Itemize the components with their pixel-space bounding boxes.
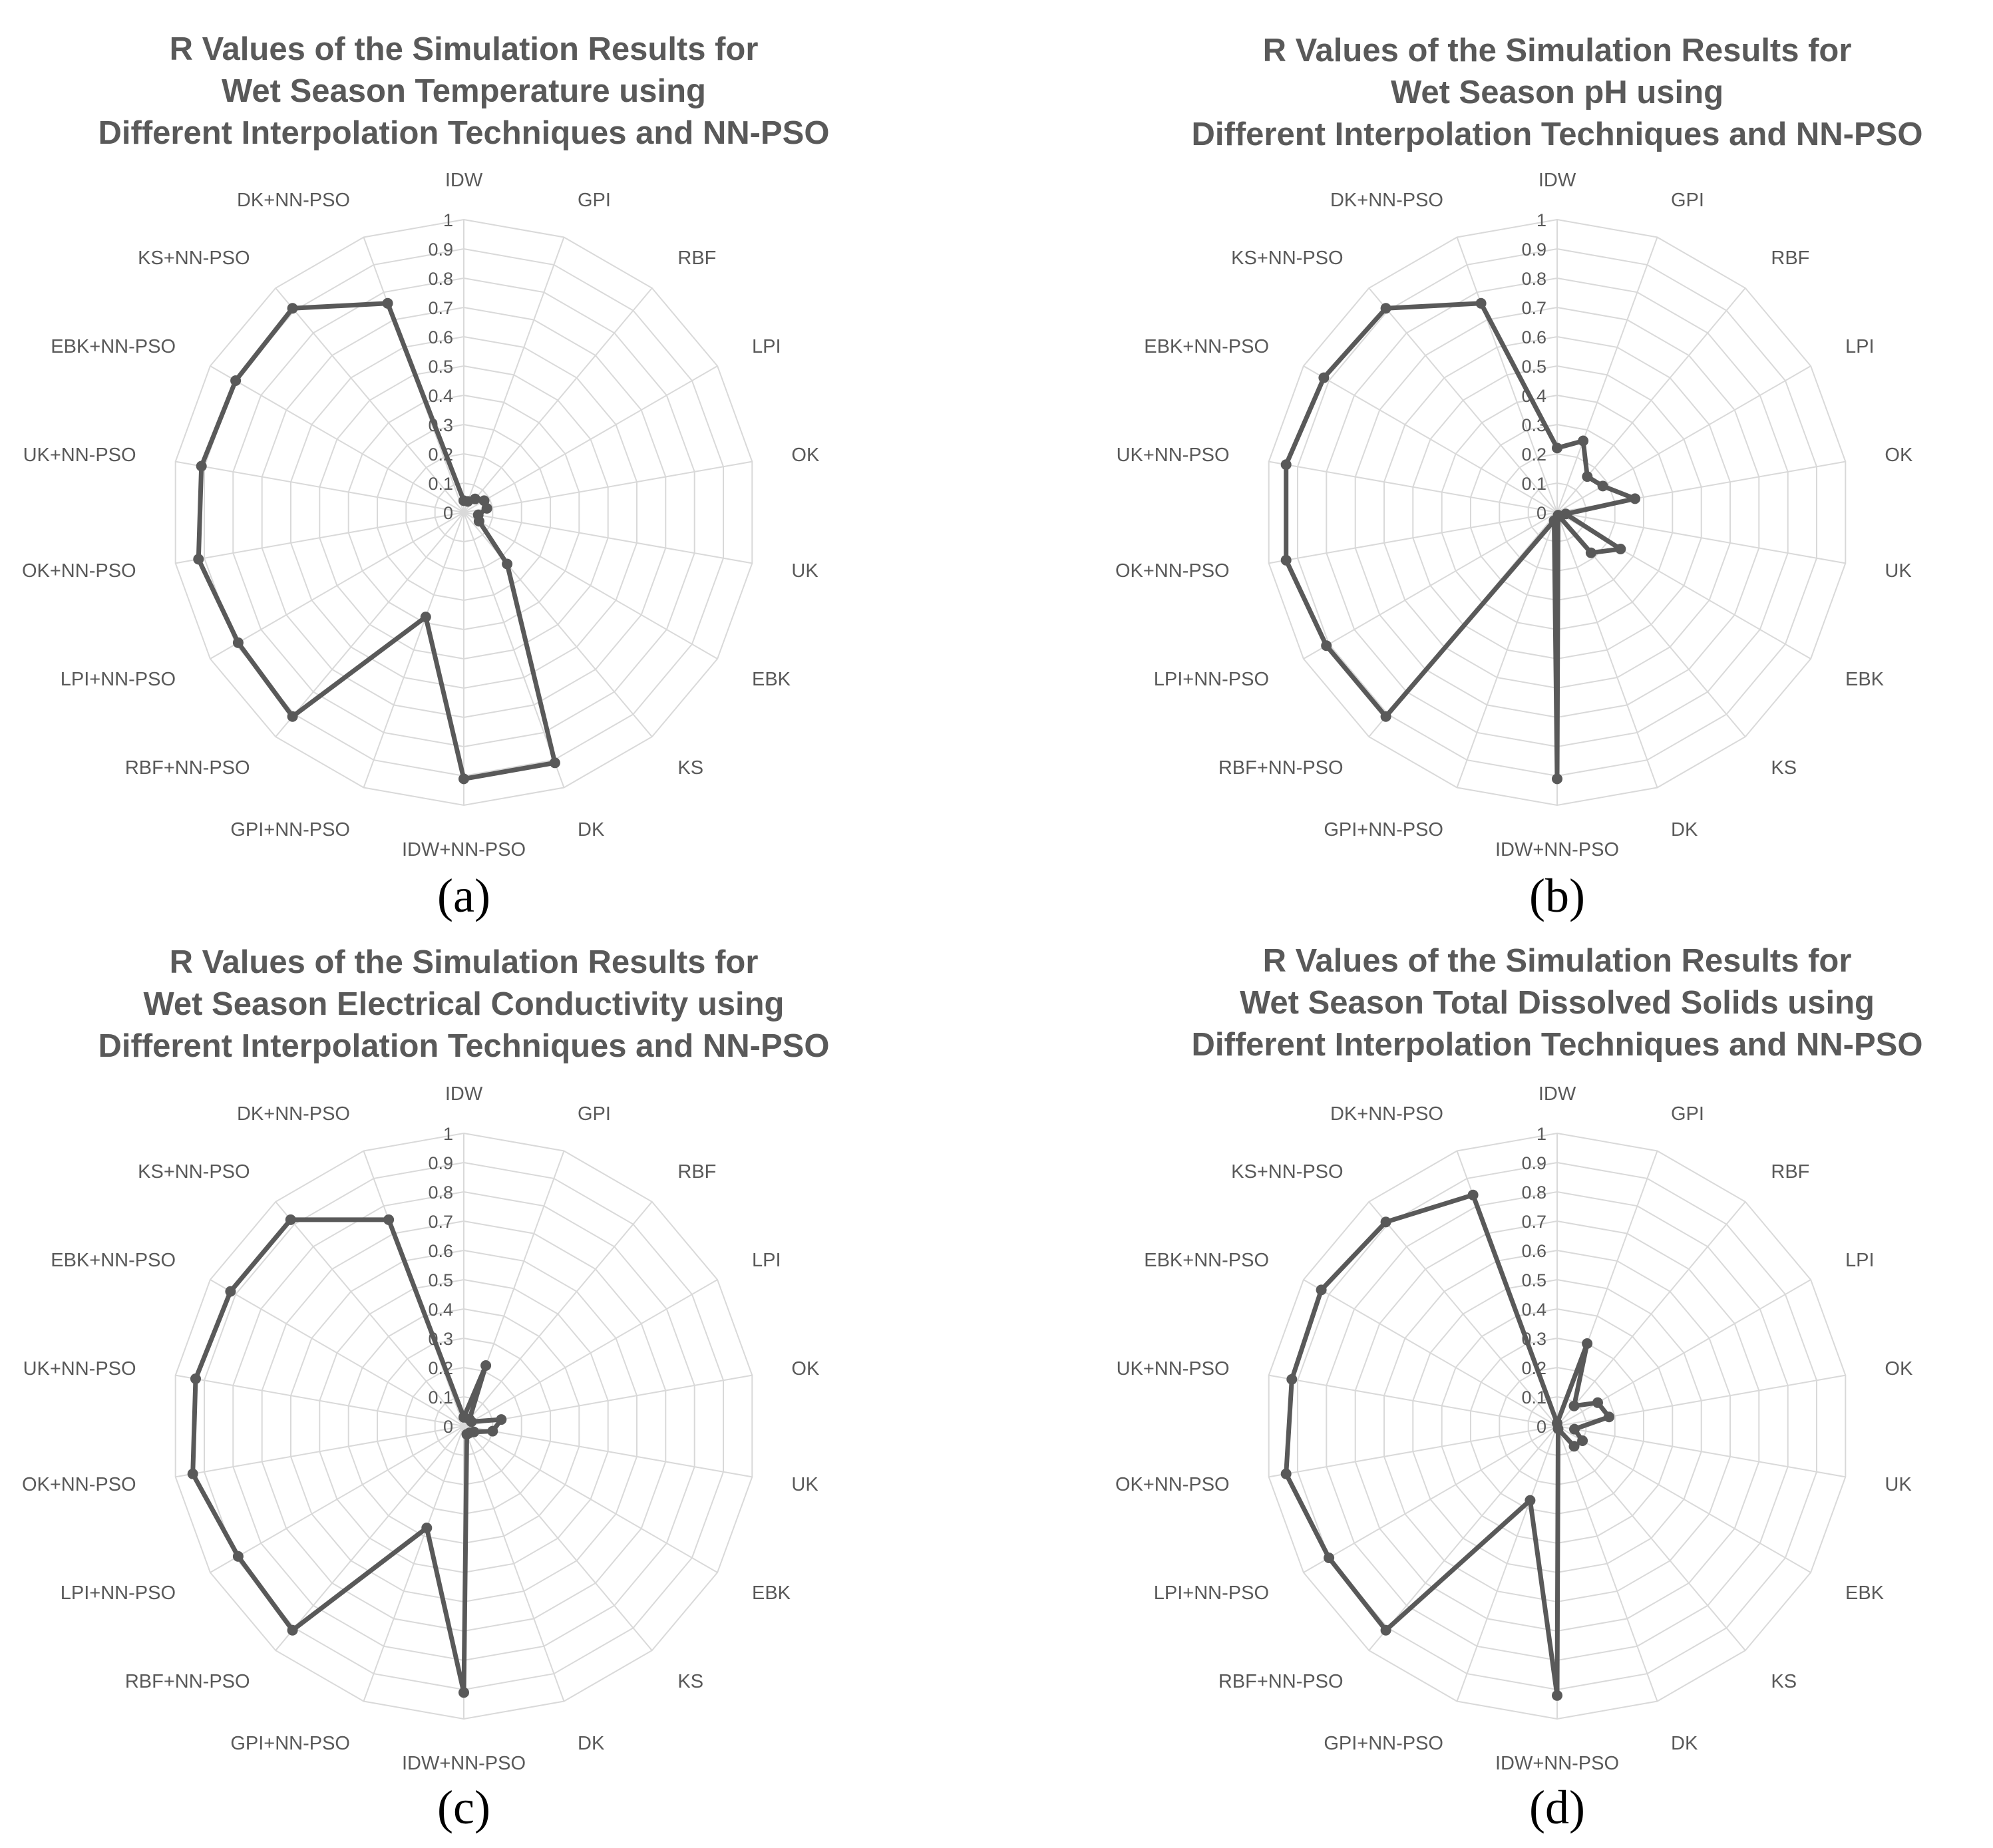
data-point	[193, 554, 204, 564]
data-point	[1476, 298, 1487, 309]
data-point	[1578, 436, 1588, 447]
radial-tick-label: 0.4	[1521, 386, 1546, 406]
category-label: UK+NN-PSO	[23, 445, 136, 466]
radial-tick-label: 0.2	[1521, 445, 1546, 464]
category-label: RBF	[677, 1161, 717, 1183]
category-label: UK+NN-PSO	[1116, 445, 1230, 466]
category-label: EBK+NN-PSO	[51, 1250, 176, 1271]
data-point	[287, 711, 298, 722]
data-point	[196, 461, 207, 472]
radial-tick-label: 0.1	[428, 474, 453, 494]
data-point	[1525, 1495, 1535, 1506]
data-point	[462, 1429, 472, 1439]
category-label: DK	[578, 819, 605, 840]
panel-title-line: Different Interpolation Techniques and NN-PSO	[1191, 1027, 1923, 1063]
category-label: RBF+NN-PSO	[124, 1671, 250, 1692]
category-label: KS+NN-PSO	[138, 248, 250, 269]
category-label: DK+NN-PSO	[236, 190, 350, 212]
spoke	[464, 238, 564, 513]
radial-tick-label: 0.7	[1521, 1212, 1546, 1232]
spoke	[1457, 1426, 1558, 1702]
radial-tick-label: 0.3	[1521, 1329, 1546, 1349]
panel-label: (a)	[437, 869, 490, 922]
data-point	[1281, 459, 1292, 470]
data-point	[550, 757, 560, 768]
radial-tick-label: 0	[1536, 503, 1546, 523]
category-label: IDW	[445, 170, 483, 191]
radial-tick-label: 0.5	[1521, 357, 1546, 377]
category-label: KS	[677, 1671, 704, 1692]
category-label: OK+NN-PSO	[1115, 1473, 1230, 1495]
category-label: UK	[791, 560, 818, 582]
category-label: UK+NN-PSO	[23, 1358, 136, 1380]
radar-panel-2	[1115, 33, 1922, 922]
radial-tick-label: 0.1	[1521, 474, 1546, 494]
data-point	[1592, 1397, 1603, 1408]
radial-tick-label: 0.8	[1521, 269, 1546, 289]
radial-tick-label: 0.6	[1521, 327, 1546, 347]
category-label: GPI+NN-PSO	[230, 1732, 350, 1754]
category-label: OK	[1885, 445, 1913, 466]
category-label: EBK	[1845, 669, 1885, 690]
radial-tick-label: 0.7	[428, 1212, 453, 1232]
panel-title-line: R Values of the Simulation Results for	[1262, 33, 1852, 69]
category-label: OK+NN-PSO	[21, 1473, 136, 1495]
category-label: EBK	[1845, 1582, 1885, 1604]
radial-tick-label: 0.6	[1521, 1241, 1546, 1261]
data-point	[1553, 1423, 1564, 1434]
category-label: UK+NN-PSO	[1116, 1358, 1230, 1380]
radial-tick-label: 0.3	[428, 415, 453, 435]
radar-panel-1	[22, 31, 829, 922]
data-point	[458, 1687, 469, 1698]
category-label: IDW+NN-PSO	[401, 1753, 526, 1774]
data-point	[287, 303, 298, 313]
category-label: IDW	[1538, 1083, 1576, 1105]
data-point	[1582, 1338, 1592, 1349]
radial-tick-label: 0.5	[428, 1270, 453, 1290]
radial-tick-label: 1	[1536, 1124, 1546, 1144]
category-label: EBK+NN-PSO	[1144, 1250, 1269, 1271]
spoke	[1557, 512, 1658, 788]
data-point	[1381, 1216, 1391, 1227]
data-point	[1630, 493, 1640, 504]
radar-panel-4	[1115, 943, 1922, 1834]
data-point	[470, 494, 480, 504]
spoke	[1457, 512, 1558, 788]
spoke	[1557, 1426, 1658, 1702]
category-label: RBF+NN-PSO	[124, 757, 250, 779]
radial-tick-label: 0.1	[1521, 1387, 1546, 1407]
category-label: LPI+NN-PSO	[1153, 669, 1269, 690]
category-label: UK	[791, 1473, 818, 1495]
data-point	[1321, 640, 1332, 651]
data-point	[188, 1469, 198, 1479]
panel-title-line: Different Interpolation Techniques and NN-PSO	[1191, 116, 1923, 152]
category-label: KS	[1771, 757, 1797, 779]
data-point	[1552, 1690, 1562, 1701]
radar-panel-3	[22, 944, 829, 1834]
data-point	[421, 1523, 432, 1533]
radial-tick-label: 1	[443, 210, 453, 230]
category-label: DK	[1671, 819, 1698, 840]
radial-tick-label: 0.4	[428, 386, 453, 406]
radial-tick-label: 0.8	[428, 269, 453, 289]
category-label: IDW	[1538, 170, 1576, 191]
data-point	[480, 1360, 491, 1371]
data-point	[1582, 471, 1592, 482]
data-point	[1586, 548, 1596, 558]
data-point	[225, 1286, 236, 1297]
radial-tick-label: 0.9	[1521, 1153, 1546, 1173]
panel-title-line: R Values of the Simulation Results for	[169, 944, 759, 980]
radial-tick-label: 0.5	[428, 357, 453, 377]
category-label: RBF	[1771, 1161, 1810, 1183]
category-label: GPI	[578, 190, 611, 212]
category-label: IDW+NN-PSO	[401, 839, 526, 860]
category-label: UK	[1885, 560, 1912, 582]
data-point	[1569, 1424, 1580, 1435]
category-label: DK+NN-PSO	[1330, 1103, 1443, 1125]
category-label: DK+NN-PSO	[1330, 190, 1443, 212]
panel-label: (b)	[1529, 869, 1585, 922]
category-label: KS	[677, 757, 704, 779]
data-point	[1615, 544, 1626, 554]
data-point	[482, 503, 492, 514]
data-point	[1569, 1401, 1580, 1411]
category-label: LPI	[1845, 336, 1875, 357]
radial-tick-label: 0.6	[428, 1241, 453, 1261]
category-label: EBK+NN-PSO	[51, 336, 176, 357]
data-point	[1569, 1441, 1580, 1451]
panel-title-line: Different Interpolation Techniques and NN-PSO	[98, 115, 830, 151]
radial-tick-label: 0.8	[428, 1183, 453, 1202]
radial-tick-label: 0.9	[1521, 240, 1546, 260]
category-label: RBF	[1771, 248, 1810, 269]
panel-label: (d)	[1529, 1781, 1585, 1834]
data-point	[230, 375, 241, 386]
category-label: GPI	[1671, 190, 1704, 212]
category-label: OK	[1885, 1358, 1913, 1380]
panel-title-line: Wet Season Electrical Conductivity using	[143, 986, 785, 1022]
radial-tick-label: 0.9	[428, 240, 453, 260]
data-point	[1381, 303, 1391, 313]
data-point	[1381, 711, 1391, 722]
radial-tick-label: 0.2	[428, 1358, 453, 1378]
radial-tick-label: 0.3	[1521, 415, 1546, 435]
radial-tick-label: 0.4	[428, 1300, 453, 1320]
panel-title-line: Wet Season pH using	[1390, 75, 1724, 110]
data-point	[190, 1374, 201, 1384]
category-label: KS+NN-PSO	[138, 1161, 250, 1183]
data-point	[466, 1416, 476, 1427]
category-label: RBF	[677, 248, 717, 269]
category-label: OK	[791, 1358, 820, 1380]
category-label: DK	[1671, 1732, 1698, 1754]
panel-title-line: Wet Season Total Dissolved Solids using	[1240, 985, 1875, 1021]
category-label: RBF+NN-PSO	[1218, 757, 1344, 779]
data-point	[474, 516, 484, 526]
category-label: GPI+NN-PSO	[1324, 819, 1443, 840]
radial-tick-label: 0.2	[428, 445, 453, 464]
category-label: GPI+NN-PSO	[230, 819, 350, 840]
panel-title-line: Wet Season Temperature using	[222, 73, 706, 109]
category-label: OK	[791, 445, 820, 466]
data-point	[1604, 1411, 1614, 1422]
category-label: DK+NN-PSO	[236, 1103, 350, 1125]
radial-tick-label: 0.3	[428, 1329, 453, 1349]
radial-tick-label: 0	[443, 1417, 453, 1437]
data-point	[1318, 373, 1329, 383]
data-point	[1468, 1190, 1479, 1201]
category-label: EBK+NN-PSO	[1144, 336, 1269, 357]
category-label: EBK	[752, 669, 791, 690]
category-label: UK	[1885, 1473, 1912, 1495]
data-point	[1286, 1374, 1297, 1385]
data-point	[233, 638, 244, 648]
spoke	[1557, 238, 1658, 513]
data-point	[487, 1426, 498, 1437]
radial-tick-label: 0.6	[428, 327, 453, 347]
data-point	[458, 773, 469, 784]
spoke	[464, 1426, 564, 1702]
panel-label: (c)	[437, 1781, 490, 1834]
data-point	[1552, 443, 1562, 453]
data-point	[1549, 515, 1560, 526]
data-point	[496, 1414, 506, 1425]
data-point	[1598, 480, 1608, 491]
panel-title-line: R Values of the Simulation Results for	[169, 31, 759, 67]
data-point	[1281, 555, 1292, 566]
radial-tick-label: 0.7	[428, 298, 453, 318]
category-label: IDW+NN-PSO	[1495, 1753, 1620, 1774]
data-point	[233, 1551, 244, 1562]
series-line	[1286, 303, 1635, 779]
data-point	[285, 1214, 296, 1225]
radial-tick-label: 1	[443, 1124, 453, 1144]
radial-tick-label: 0	[1536, 1417, 1546, 1437]
radial-tick-label: 0.2	[1521, 1358, 1546, 1378]
radial-tick-label: 0.9	[428, 1153, 453, 1173]
radial-tick-label: 0	[443, 503, 453, 523]
category-label: LPI+NN-PSO	[60, 669, 176, 690]
data-point	[1324, 1553, 1334, 1563]
category-label: LPI	[752, 1250, 781, 1271]
radial-tick-label: 0.8	[1521, 1183, 1546, 1202]
data-point	[1381, 1625, 1391, 1636]
data-point	[1552, 773, 1562, 784]
data-point	[1281, 1469, 1292, 1479]
radial-tick-label: 1	[1536, 210, 1546, 230]
radial-tick-label: 0.7	[1521, 298, 1546, 318]
category-label: LPI	[1845, 1250, 1875, 1271]
radial-tick-label: 0.5	[1521, 1270, 1546, 1290]
data-point	[287, 1625, 298, 1636]
category-label: GPI	[1671, 1103, 1704, 1125]
category-label: IDW	[445, 1083, 483, 1105]
category-label: KS	[1771, 1671, 1797, 1692]
category-label: EBK	[752, 1582, 791, 1604]
data-point	[502, 559, 512, 570]
category-label: GPI+NN-PSO	[1324, 1732, 1443, 1754]
data-point	[383, 1214, 394, 1225]
radial-tick-label: 0.1	[428, 1387, 453, 1407]
category-label: LPI+NN-PSO	[1153, 1582, 1269, 1604]
category-label: IDW+NN-PSO	[1495, 839, 1620, 860]
category-label: KS+NN-PSO	[1231, 248, 1344, 269]
category-label: OK+NN-PSO	[1115, 560, 1230, 582]
category-label: RBF+NN-PSO	[1218, 1671, 1344, 1692]
panel-title-line: Different Interpolation Techniques and NN-PSO	[98, 1028, 830, 1064]
category-label: LPI	[752, 336, 781, 357]
category-label: DK	[578, 1732, 605, 1754]
panel-title-line: R Values of the Simulation Results for	[1262, 943, 1852, 979]
data-point	[383, 298, 393, 309]
category-label: KS+NN-PSO	[1231, 1161, 1344, 1183]
category-label: GPI	[578, 1103, 611, 1125]
data-point	[421, 612, 431, 622]
category-label: LPI+NN-PSO	[60, 1582, 176, 1604]
data-point	[1316, 1284, 1327, 1295]
radial-tick-label: 0.4	[1521, 1300, 1546, 1320]
category-label: OK+NN-PSO	[21, 560, 136, 582]
